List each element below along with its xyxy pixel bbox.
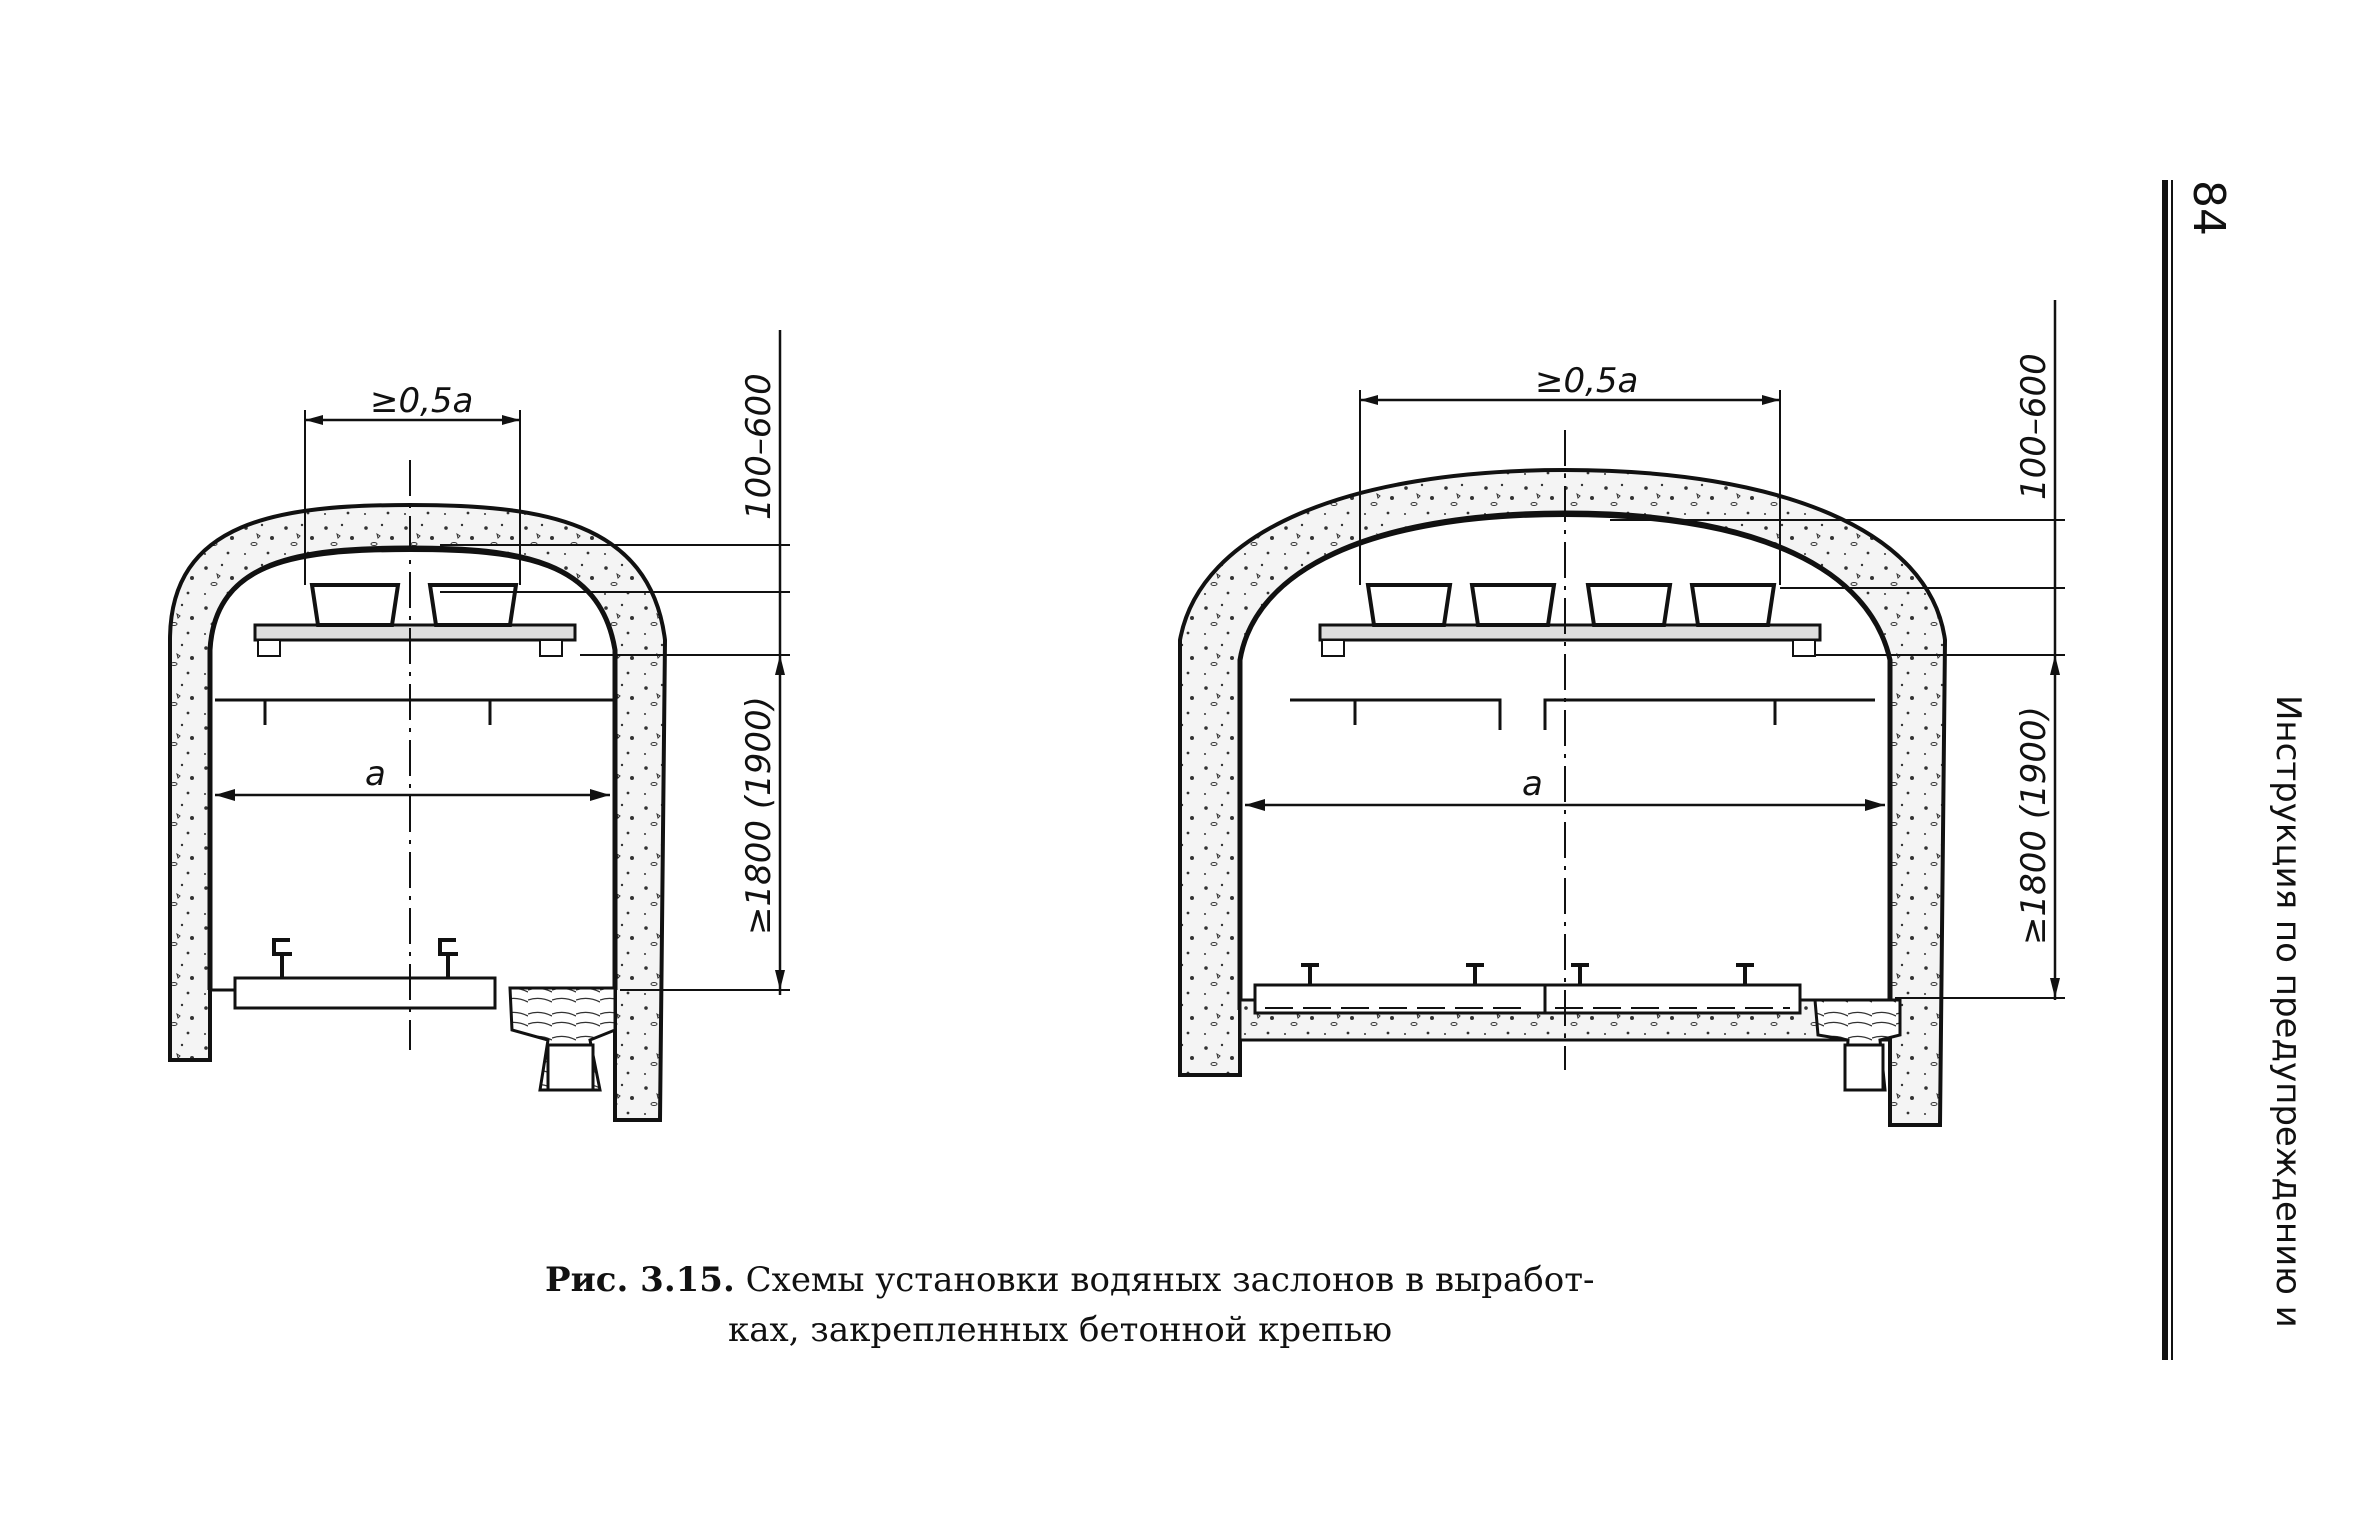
left-top-width-label: ≥0,5a [370, 381, 474, 421]
caption-label: Рис. 3.15. [545, 1260, 735, 1300]
right-scheme [1180, 300, 2065, 1125]
left-top-gap-label: 100–600 [739, 373, 779, 520]
left-shelf [255, 625, 575, 640]
right-trough-1 [1368, 585, 1450, 625]
right-shelf [1320, 625, 1820, 640]
right-top-gap-label: 100–600 [2014, 353, 2054, 500]
left-scheme [170, 330, 790, 1120]
right-width-label: a [1522, 764, 1543, 804]
left-width-label: a [365, 754, 386, 794]
page-number: 84 [2183, 180, 2234, 236]
figure-caption [545, 1255, 1645, 1355]
right-trough-4 [1692, 585, 1774, 625]
caption-line-2: ках, закрепленных бетонной крепью [728, 1310, 1393, 1350]
right-trough-3 [1588, 585, 1670, 625]
margin-rule-thin [2171, 180, 2173, 1360]
caption-line-1: Схемы установки водяных заслонов в выработ- [745, 1260, 1595, 1300]
running-head: Инструкция по предупреждению и [2268, 695, 2308, 1328]
right-top-width-label: ≥0,5a [1535, 361, 1639, 401]
right-trough-2 [1472, 585, 1554, 625]
left-height-label: ≥1800 (1900) [739, 696, 779, 935]
left-trough-1 [312, 585, 398, 625]
margin-rule [2162, 180, 2168, 1360]
right-height-label: ≥1800 (1900) [2014, 706, 2054, 945]
